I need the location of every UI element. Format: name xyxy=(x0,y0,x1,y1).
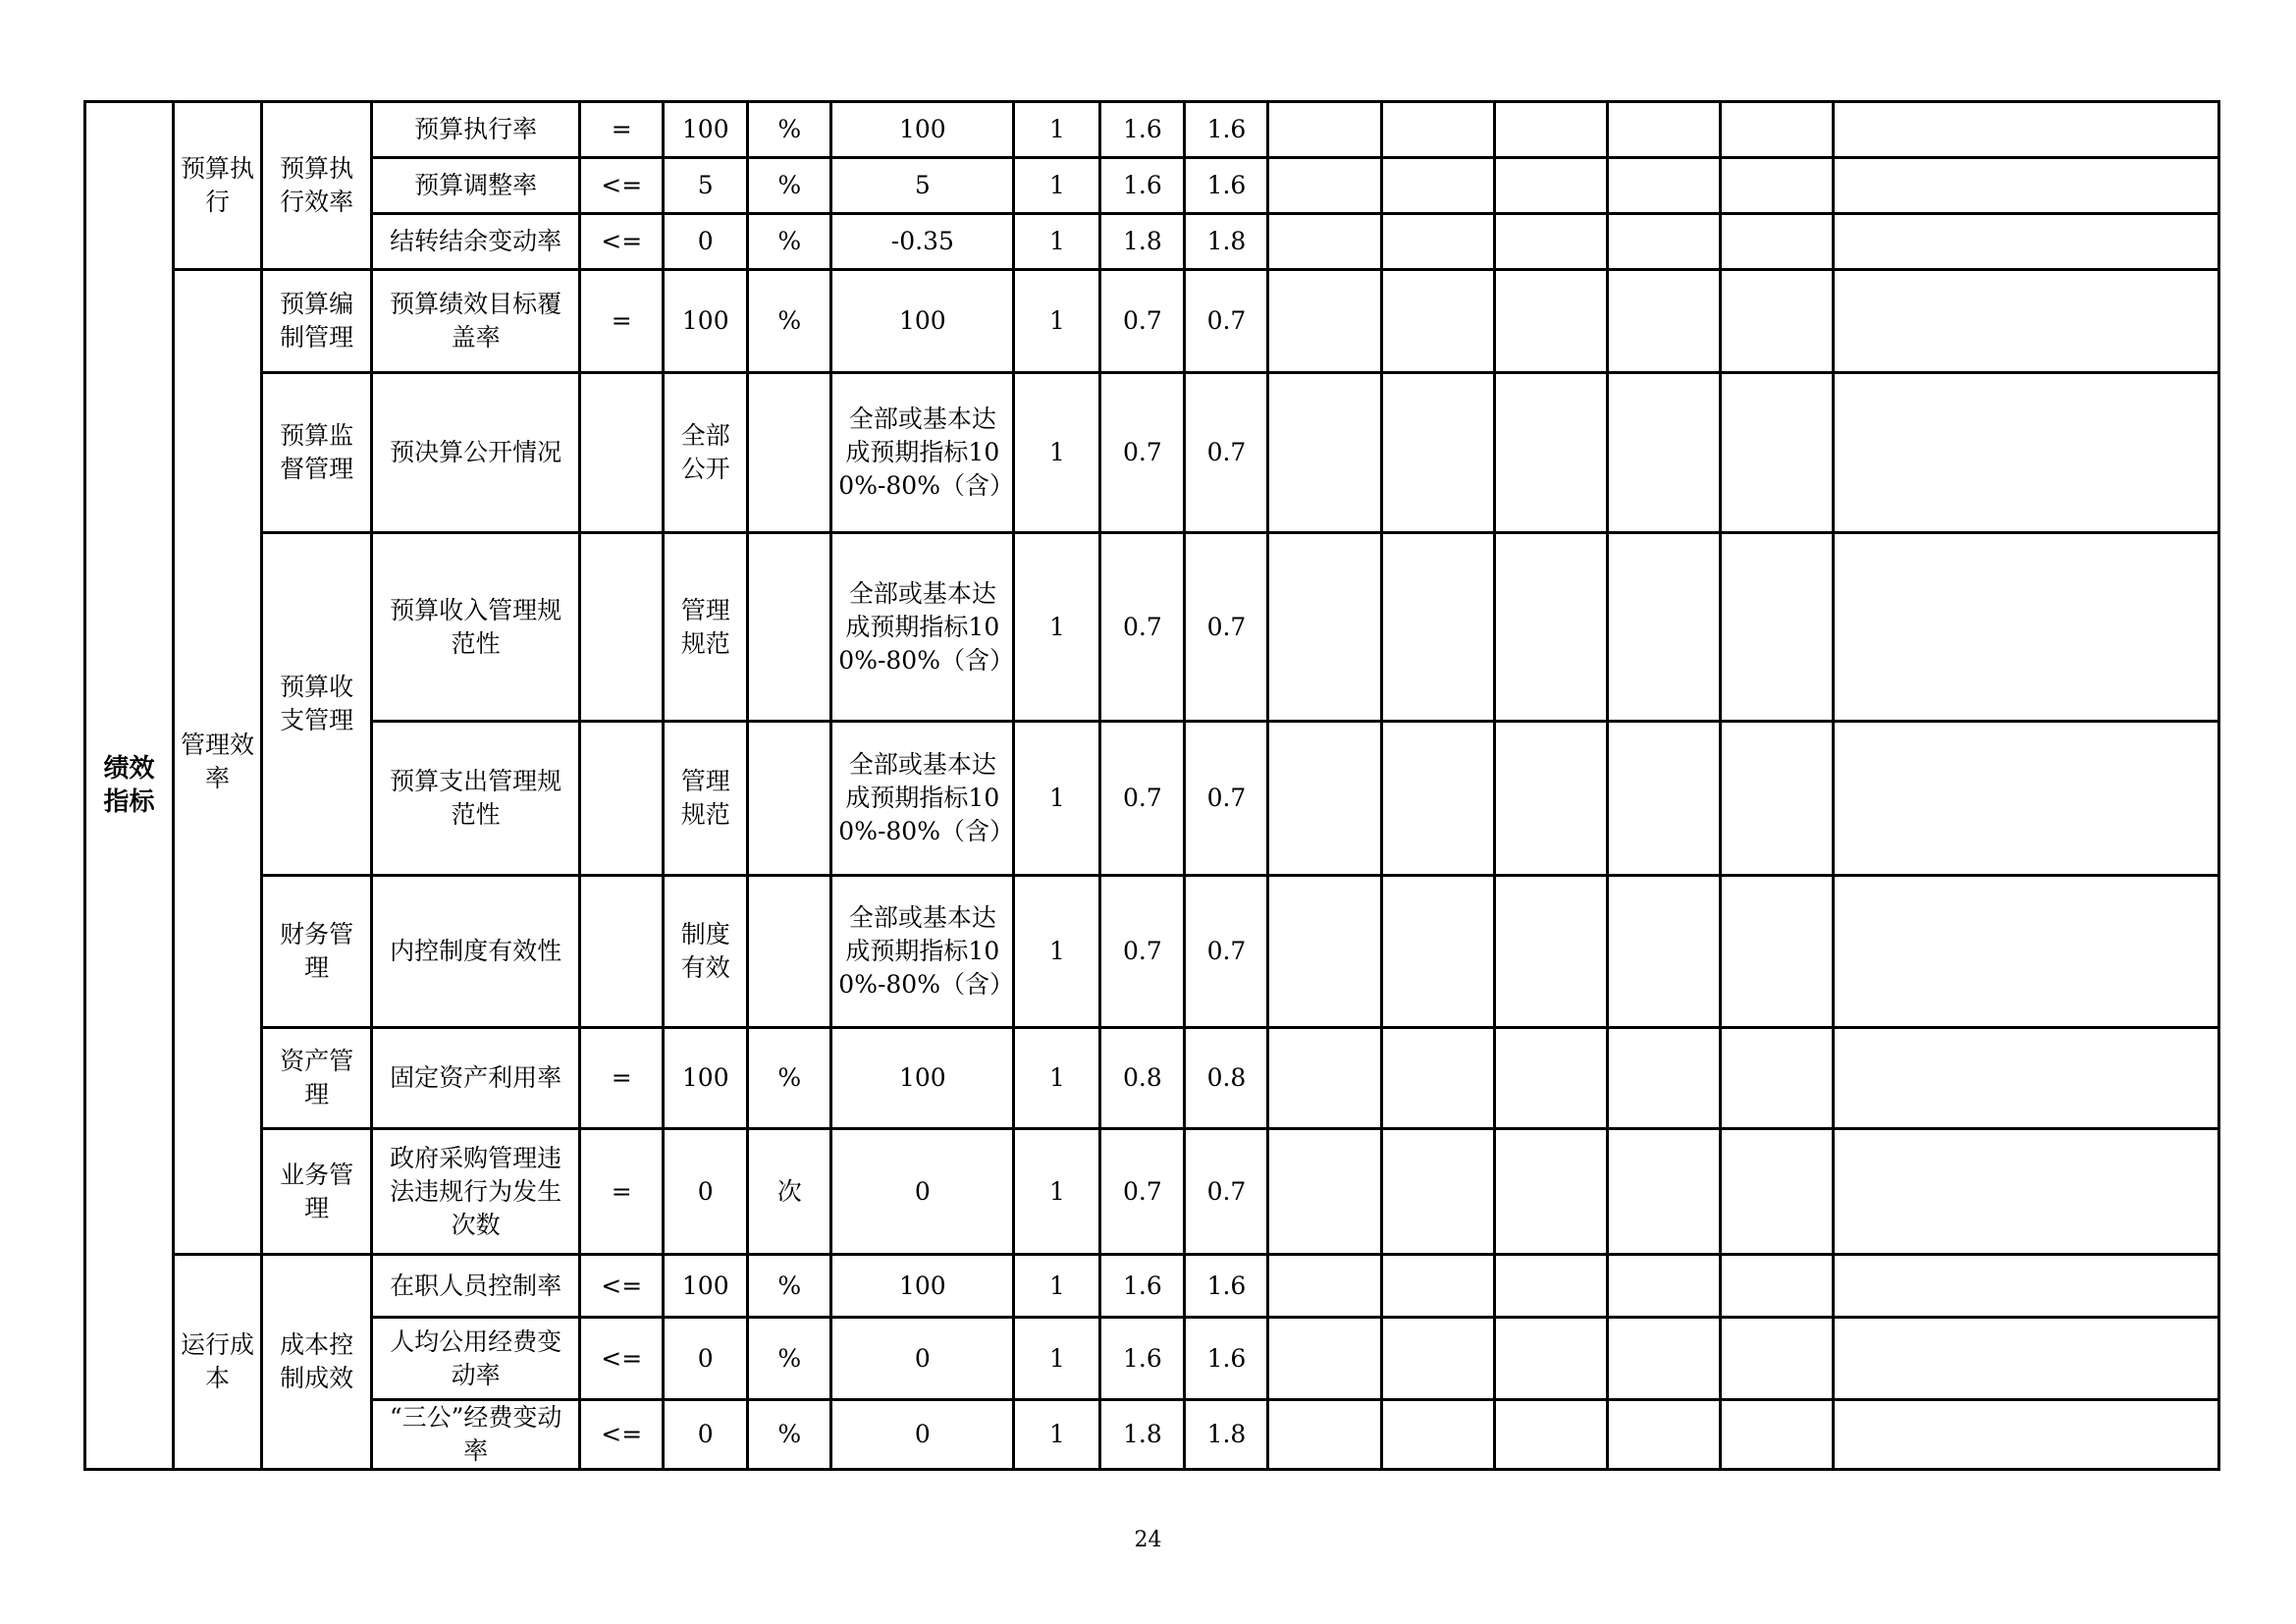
operator-cell: <= xyxy=(580,1400,664,1470)
score-cell: 1.6 xyxy=(1100,1318,1185,1400)
score-cell: 0.7 xyxy=(1100,722,1185,876)
indicator-name-cell: 预算执行率 xyxy=(372,102,580,158)
operator-cell: = xyxy=(580,1129,664,1255)
table-row xyxy=(85,1318,2219,1400)
blank-cell xyxy=(1607,1129,1720,1255)
blank-cell xyxy=(1381,102,1494,158)
blank-cell xyxy=(1494,1318,1607,1400)
blank-cell xyxy=(1268,876,1381,1028)
actual-value-cell: 0 xyxy=(831,1129,1014,1255)
level3-indicator-cell: 预算收支管理 xyxy=(262,533,372,876)
actual-value-cell: 全部或基本达成预期指标100%-80%（含） xyxy=(831,722,1014,876)
operator-cell: <= xyxy=(580,1318,664,1400)
blank-cell xyxy=(1833,270,2218,373)
unit-cell: % xyxy=(748,1255,831,1318)
blank-cell xyxy=(1607,102,1720,158)
score-cell: 0.8 xyxy=(1100,1028,1185,1129)
blank-cell xyxy=(1607,722,1720,876)
blank-cell xyxy=(1833,1318,2218,1400)
operator-cell xyxy=(580,373,664,533)
blank-cell xyxy=(1381,722,1494,876)
blank-cell xyxy=(1268,1028,1381,1129)
blank-cell xyxy=(1268,158,1381,214)
blank-cell xyxy=(1833,158,2218,214)
target-value-cell: 0 xyxy=(664,1400,748,1470)
unit-cell: % xyxy=(748,214,831,270)
score-cell: 0.7 xyxy=(1185,876,1268,1028)
weight-cell: 1 xyxy=(1014,158,1100,214)
blank-cell xyxy=(1607,158,1720,214)
operator-cell: <= xyxy=(580,214,664,270)
indicator-name-cell: 结转结余变动率 xyxy=(372,214,580,270)
actual-value-cell: 100 xyxy=(831,102,1014,158)
weight-cell: 1 xyxy=(1014,1400,1100,1470)
indicator-name-cell: 固定资产利用率 xyxy=(372,1028,580,1129)
indicator-name-cell: 预算调整率 xyxy=(372,158,580,214)
blank-cell xyxy=(1494,1255,1607,1318)
blank-cell xyxy=(1268,214,1381,270)
blank-cell xyxy=(1268,270,1381,373)
unit-cell xyxy=(748,373,831,533)
blank-cell xyxy=(1833,876,2218,1028)
actual-value-cell: 全部或基本达成预期指标100%-80%（含） xyxy=(831,876,1014,1028)
blank-cell xyxy=(1268,1129,1381,1255)
operator-cell: = xyxy=(580,102,664,158)
weight-cell: 1 xyxy=(1014,1255,1100,1318)
indicator-name-cell: 预算绩效目标覆盖率 xyxy=(372,270,580,373)
blank-cell xyxy=(1268,373,1381,533)
target-value-cell: 0 xyxy=(664,1318,748,1400)
page-number: 24 xyxy=(1134,1528,1162,1552)
blank-cell xyxy=(1720,102,1833,158)
score-cell: 0.7 xyxy=(1100,1129,1185,1255)
indicator-name-cell: 在职人员控制率 xyxy=(372,1255,580,1318)
blank-cell xyxy=(1833,214,2218,270)
unit-cell: % xyxy=(748,102,831,158)
blank-cell xyxy=(1720,270,1833,373)
blank-cell xyxy=(1494,1400,1607,1470)
target-value-cell: 管理规范 xyxy=(664,533,748,722)
unit-cell xyxy=(748,722,831,876)
blank-cell xyxy=(1381,1129,1494,1255)
unit-cell xyxy=(748,533,831,722)
blank-cell xyxy=(1607,876,1720,1028)
actual-value-cell: 0 xyxy=(831,1318,1014,1400)
unit-cell: % xyxy=(748,158,831,214)
indicator-name-cell: 内控制度有效性 xyxy=(372,876,580,1028)
table-row xyxy=(85,158,2219,214)
indicator-name-cell: 预决算公开情况 xyxy=(372,373,580,533)
score-cell: 0.8 xyxy=(1185,1028,1268,1129)
blank-cell xyxy=(1607,270,1720,373)
blank-cell xyxy=(1607,1028,1720,1129)
level3-indicator-cell: 财务管理 xyxy=(262,876,372,1028)
score-cell: 0.7 xyxy=(1100,373,1185,533)
score-cell: 0.7 xyxy=(1185,270,1268,373)
target-value-cell: 全部公开 xyxy=(664,373,748,533)
score-cell: 1.8 xyxy=(1185,1400,1268,1470)
table-row xyxy=(85,1129,2219,1255)
score-cell: 0.7 xyxy=(1100,533,1185,722)
score-cell: 1.8 xyxy=(1100,1400,1185,1470)
blank-cell xyxy=(1494,373,1607,533)
operator-cell xyxy=(580,722,664,876)
indicator-name-cell: “三公”经费变动率 xyxy=(372,1400,580,1470)
weight-cell: 1 xyxy=(1014,533,1100,722)
operator-cell xyxy=(580,876,664,1028)
blank-cell xyxy=(1720,722,1833,876)
score-cell: 1.6 xyxy=(1185,1318,1268,1400)
table-row xyxy=(85,1400,2219,1470)
blank-cell xyxy=(1720,1028,1833,1129)
blank-cell xyxy=(1607,1400,1720,1470)
level2-indicator-cell: 运行成本 xyxy=(174,1255,262,1470)
actual-value-cell: 100 xyxy=(831,270,1014,373)
blank-cell xyxy=(1494,158,1607,214)
target-value-cell: 5 xyxy=(664,158,748,214)
blank-cell xyxy=(1720,533,1833,722)
blank-cell xyxy=(1268,1255,1381,1318)
target-value-cell: 0 xyxy=(664,1129,748,1255)
target-value-cell: 0 xyxy=(664,214,748,270)
table-row xyxy=(85,214,2219,270)
blank-cell xyxy=(1381,373,1494,533)
score-cell: 1.8 xyxy=(1100,214,1185,270)
score-cell: 1.6 xyxy=(1185,1255,1268,1318)
weight-cell: 1 xyxy=(1014,722,1100,876)
unit-cell: % xyxy=(748,270,831,373)
blank-cell xyxy=(1494,1028,1607,1129)
actual-value-cell: 5 xyxy=(831,158,1014,214)
blank-cell xyxy=(1381,214,1494,270)
operator-cell: = xyxy=(580,270,664,373)
blank-cell xyxy=(1381,1028,1494,1129)
blank-cell xyxy=(1720,1400,1833,1470)
blank-cell xyxy=(1720,1255,1833,1318)
target-value-cell: 100 xyxy=(664,270,748,373)
level3-indicator-cell: 预算编制管理 xyxy=(262,270,372,373)
operator-cell: <= xyxy=(580,1255,664,1318)
indicator-name-cell: 预算支出管理规范性 xyxy=(372,722,580,876)
level3-indicator-cell: 业务管理 xyxy=(262,1129,372,1255)
blank-cell xyxy=(1720,158,1833,214)
blank-cell xyxy=(1607,533,1720,722)
target-value-cell: 管理规范 xyxy=(664,722,748,876)
blank-cell xyxy=(1381,158,1494,214)
score-cell: 0.7 xyxy=(1185,373,1268,533)
weight-cell: 1 xyxy=(1014,1129,1100,1255)
operator-cell: = xyxy=(580,1028,664,1129)
blank-cell xyxy=(1381,533,1494,722)
blank-cell xyxy=(1607,1318,1720,1400)
unit-cell: % xyxy=(748,1318,831,1400)
level3-indicator-cell: 资产管理 xyxy=(262,1028,372,1129)
weight-cell: 1 xyxy=(1014,1028,1100,1129)
weight-cell: 1 xyxy=(1014,214,1100,270)
blank-cell xyxy=(1494,1129,1607,1255)
blank-cell xyxy=(1607,1255,1720,1318)
target-value-cell: 制度有效 xyxy=(664,876,748,1028)
blank-cell xyxy=(1720,373,1833,533)
unit-cell: % xyxy=(748,1400,831,1470)
blank-cell xyxy=(1833,1028,2218,1129)
table-row xyxy=(85,533,2219,722)
blank-cell xyxy=(1833,533,2218,722)
unit-cell xyxy=(748,876,831,1028)
table-body xyxy=(85,102,2219,1470)
blank-cell xyxy=(1381,1400,1494,1470)
score-cell: 0.7 xyxy=(1185,722,1268,876)
level3-indicator-cell: 成本控制成效 xyxy=(262,1255,372,1470)
blank-cell xyxy=(1833,102,2218,158)
blank-cell xyxy=(1494,270,1607,373)
weight-cell: 1 xyxy=(1014,1318,1100,1400)
blank-cell xyxy=(1268,1318,1381,1400)
target-value-cell: 100 xyxy=(664,1255,748,1318)
blank-cell xyxy=(1833,1400,2218,1470)
score-cell: 1.6 xyxy=(1100,102,1185,158)
blank-cell xyxy=(1494,102,1607,158)
blank-cell xyxy=(1720,1318,1833,1400)
actual-value-cell: 全部或基本达成预期指标100%-80%（含） xyxy=(831,533,1014,722)
weight-cell: 1 xyxy=(1014,270,1100,373)
table-row xyxy=(85,373,2219,533)
performance-indicator-table xyxy=(83,100,2220,1471)
weight-cell: 1 xyxy=(1014,373,1100,533)
indicator-name-cell: 预算收入管理规范性 xyxy=(372,533,580,722)
target-value-cell: 100 xyxy=(664,102,748,158)
actual-value-cell: 全部或基本达成预期指标100%-80%（含） xyxy=(831,373,1014,533)
blank-cell xyxy=(1268,102,1381,158)
level3-indicator-cell: 预算执行效率 xyxy=(262,102,372,270)
score-cell: 1.6 xyxy=(1185,102,1268,158)
blank-cell xyxy=(1381,1255,1494,1318)
blank-cell xyxy=(1720,876,1833,1028)
blank-cell xyxy=(1494,214,1607,270)
blank-cell xyxy=(1268,1400,1381,1470)
score-cell: 1.8 xyxy=(1185,214,1268,270)
blank-cell xyxy=(1833,1255,2218,1318)
blank-cell xyxy=(1720,214,1833,270)
indicator-name-cell: 政府采购管理违法违规行为发生次数 xyxy=(372,1129,580,1255)
table-row xyxy=(85,722,2219,876)
table-row xyxy=(85,270,2219,373)
blank-cell xyxy=(1381,876,1494,1028)
score-cell: 0.7 xyxy=(1100,270,1185,373)
table-row xyxy=(85,102,2219,158)
blank-cell xyxy=(1381,270,1494,373)
blank-cell xyxy=(1607,373,1720,533)
blank-cell xyxy=(1494,876,1607,1028)
blank-cell xyxy=(1833,722,2218,876)
target-value-cell: 100 xyxy=(664,1028,748,1129)
weight-cell: 1 xyxy=(1014,876,1100,1028)
score-cell: 0.7 xyxy=(1185,1129,1268,1255)
blank-cell xyxy=(1381,1318,1494,1400)
table-row xyxy=(85,1028,2219,1129)
actual-value-cell: -0.35 xyxy=(831,214,1014,270)
level2-indicator-cell: 管理效率 xyxy=(174,270,262,1255)
blank-cell xyxy=(1833,373,2218,533)
actual-value-cell: 0 xyxy=(831,1400,1014,1470)
blank-cell xyxy=(1720,1129,1833,1255)
blank-cell xyxy=(1268,722,1381,876)
score-cell: 0.7 xyxy=(1185,533,1268,722)
blank-cell xyxy=(1494,533,1607,722)
unit-cell: % xyxy=(748,1028,831,1129)
actual-value-cell: 100 xyxy=(831,1028,1014,1129)
indicator-name-cell: 人均公用经费变动率 xyxy=(372,1318,580,1400)
score-cell: 1.6 xyxy=(1100,158,1185,214)
level1-indicator-cell: 绩效指标 xyxy=(85,102,174,1470)
table-row xyxy=(85,1255,2219,1318)
weight-cell: 1 xyxy=(1014,102,1100,158)
blank-cell xyxy=(1268,533,1381,722)
unit-cell: 次 xyxy=(748,1129,831,1255)
level3-indicator-cell: 预算监督管理 xyxy=(262,373,372,533)
level2-indicator-cell: 预算执行 xyxy=(174,102,262,270)
actual-value-cell: 100 xyxy=(831,1255,1014,1318)
score-cell: 1.6 xyxy=(1185,158,1268,214)
blank-cell xyxy=(1494,722,1607,876)
blank-cell xyxy=(1607,214,1720,270)
operator-cell xyxy=(580,533,664,722)
table-row xyxy=(85,876,2219,1028)
blank-cell xyxy=(1833,1129,2218,1255)
score-cell: 0.7 xyxy=(1100,876,1185,1028)
operator-cell: <= xyxy=(580,158,664,214)
score-cell: 1.6 xyxy=(1100,1255,1185,1318)
